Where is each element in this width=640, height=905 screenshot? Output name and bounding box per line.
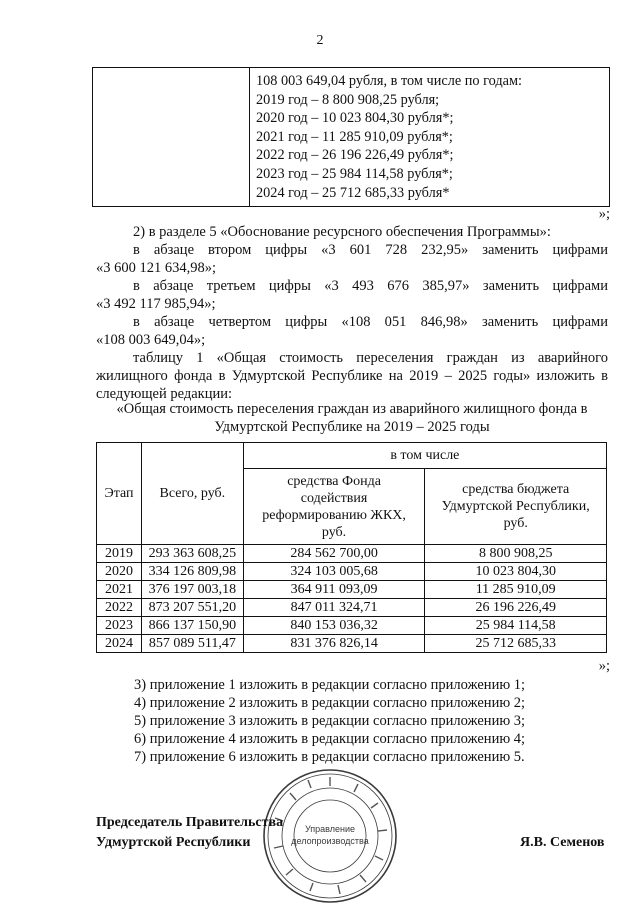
funding-line: 2020 год – 10 023 804,30 рубля*;: [256, 110, 454, 127]
amendment-item: 4) приложение 2 изложить в редакции согласно приложению 2;: [134, 695, 526, 711]
amendment-item: 6) приложение 4 изложить в редакции согласно приложению 4;: [134, 731, 526, 747]
signatory-title: Удмуртской Республики: [96, 835, 251, 850]
paragraph-line: таблицу 1 «Общая стоимость переселения граждан из аварийного: [133, 350, 608, 366]
funding-line: 2024 год – 25 712 685,33 рубля*: [256, 184, 450, 201]
table-row: [97, 545, 607, 563]
cell-budget: 8 800 908,25: [425, 545, 607, 563]
paragraph-line: «108 003 649,04»;: [96, 332, 206, 348]
cell-fund: 284 562 700,00: [243, 545, 425, 563]
cell-total: 376 197 003,18: [141, 581, 243, 599]
cell-budget: 10 023 804,30: [425, 563, 607, 581]
table-row: [97, 617, 607, 635]
table-row: [97, 635, 607, 653]
cell-fund: 324 103 005,68: [243, 563, 425, 581]
paragraph-line: «3 492 117 985,94»;: [96, 296, 216, 312]
funding-line: 108 003 649,04 рубля, в том числе по годам:: [256, 73, 523, 89]
seal-text: делопроизводства: [291, 836, 369, 846]
table-row: [97, 599, 607, 617]
paragraph-line: жилищного фонда в Удмуртской Республике на 2019 – 2025 годы» изложить в: [96, 368, 608, 384]
cell-total: 857 089 511,47: [141, 635, 243, 653]
empty-cell: [93, 68, 250, 207]
table-title: «Общая стоимость переселения граждан из аварийного жилищного фонда в: [116, 401, 588, 417]
amendment-item: 3) приложение 1 изложить в редакции согласно приложению 1;: [134, 677, 526, 693]
cell-fund: 364 911 093,09: [243, 581, 425, 599]
header-stage: Этап: [97, 443, 142, 545]
cost-table: [96, 442, 607, 653]
cell-year: 2021: [97, 581, 142, 599]
header-budget: средства бюджета Удмуртской Республики, руб.: [425, 469, 607, 545]
cell-year: 2019: [97, 545, 142, 563]
page-number: 2: [316, 33, 324, 48]
table-title: Удмуртской Республике на 2019 – 2025 годы: [214, 419, 490, 435]
funding-line: 2021 год – 11 285 910,09 рубля*;: [256, 128, 453, 145]
cell-fund: 847 011 324,71: [243, 599, 425, 617]
cell-total: 334 126 809,98: [141, 563, 243, 581]
cell-budget: 26 196 226,49: [425, 599, 607, 617]
funding-table-continuation: [92, 67, 610, 207]
amendment-item: 5) приложение 3 изложить в редакции согласно приложению 3;: [134, 713, 526, 729]
header-including: в том числе: [243, 443, 606, 469]
paragraph-line: следующей редакции:: [96, 386, 233, 402]
closing-quote: »;: [598, 206, 610, 222]
cell-year: 2022: [97, 599, 142, 617]
cell-budget: 25 984 114,58: [425, 617, 607, 635]
funding-line: 2019 год – 8 800 908,25 рубля;: [256, 91, 440, 108]
paragraph-line: «3 600 121 634,98»;: [96, 260, 217, 276]
paragraph-line: в абзаце втором цифры «3 601 728 232,95» заменить цифрами: [133, 242, 608, 258]
cell-year: 2020: [97, 563, 142, 581]
header-total: Всего, руб.: [141, 443, 243, 545]
paragraph-line: в абзаце четвертом цифры «108 051 846,98» заменить цифрами: [133, 314, 608, 330]
cell-fund: 831 376 826,14: [243, 635, 425, 653]
paragraph-section5: 2) в разделе 5 «Обоснование ресурсного обеспечения Программы»:: [133, 224, 551, 240]
cell-year: 2024: [97, 635, 142, 653]
table-row: [97, 581, 607, 599]
table-row: [97, 563, 607, 581]
cell-total: 873 207 551,20: [141, 599, 243, 617]
cell-total: 293 363 608,25: [141, 545, 243, 563]
funding-line: 2023 год – 25 984 114,58 рубля*;: [256, 165, 453, 182]
amendment-item: 7) приложение 6 изложить в редакции согласно приложению 5.: [134, 749, 525, 765]
closing-quote: »;: [598, 658, 610, 674]
header-fund: средства Фонда содействия реформированию ЖКХ, руб.: [243, 469, 425, 545]
funding-line: 2022 год – 26 196 226,49 рубля*;: [256, 147, 454, 164]
cell-total: 866 137 150,90: [141, 617, 243, 635]
cell-year: 2023: [97, 617, 142, 635]
signatory-title: Председатель Правительства: [96, 815, 284, 830]
signatory-name: Я.В. Семенов: [520, 835, 605, 850]
funding-years-cell: [250, 68, 610, 207]
paragraph-line: в абзаце третьем цифры «3 493 676 385,97» заменить цифрами: [133, 278, 608, 294]
cell-budget: 11 285 910,09: [425, 581, 607, 599]
official-seal: [262, 768, 398, 904]
cell-budget: 25 712 685,33: [425, 635, 607, 653]
cell-fund: 840 153 036,32: [243, 617, 425, 635]
seal-text: Управление: [304, 824, 356, 834]
